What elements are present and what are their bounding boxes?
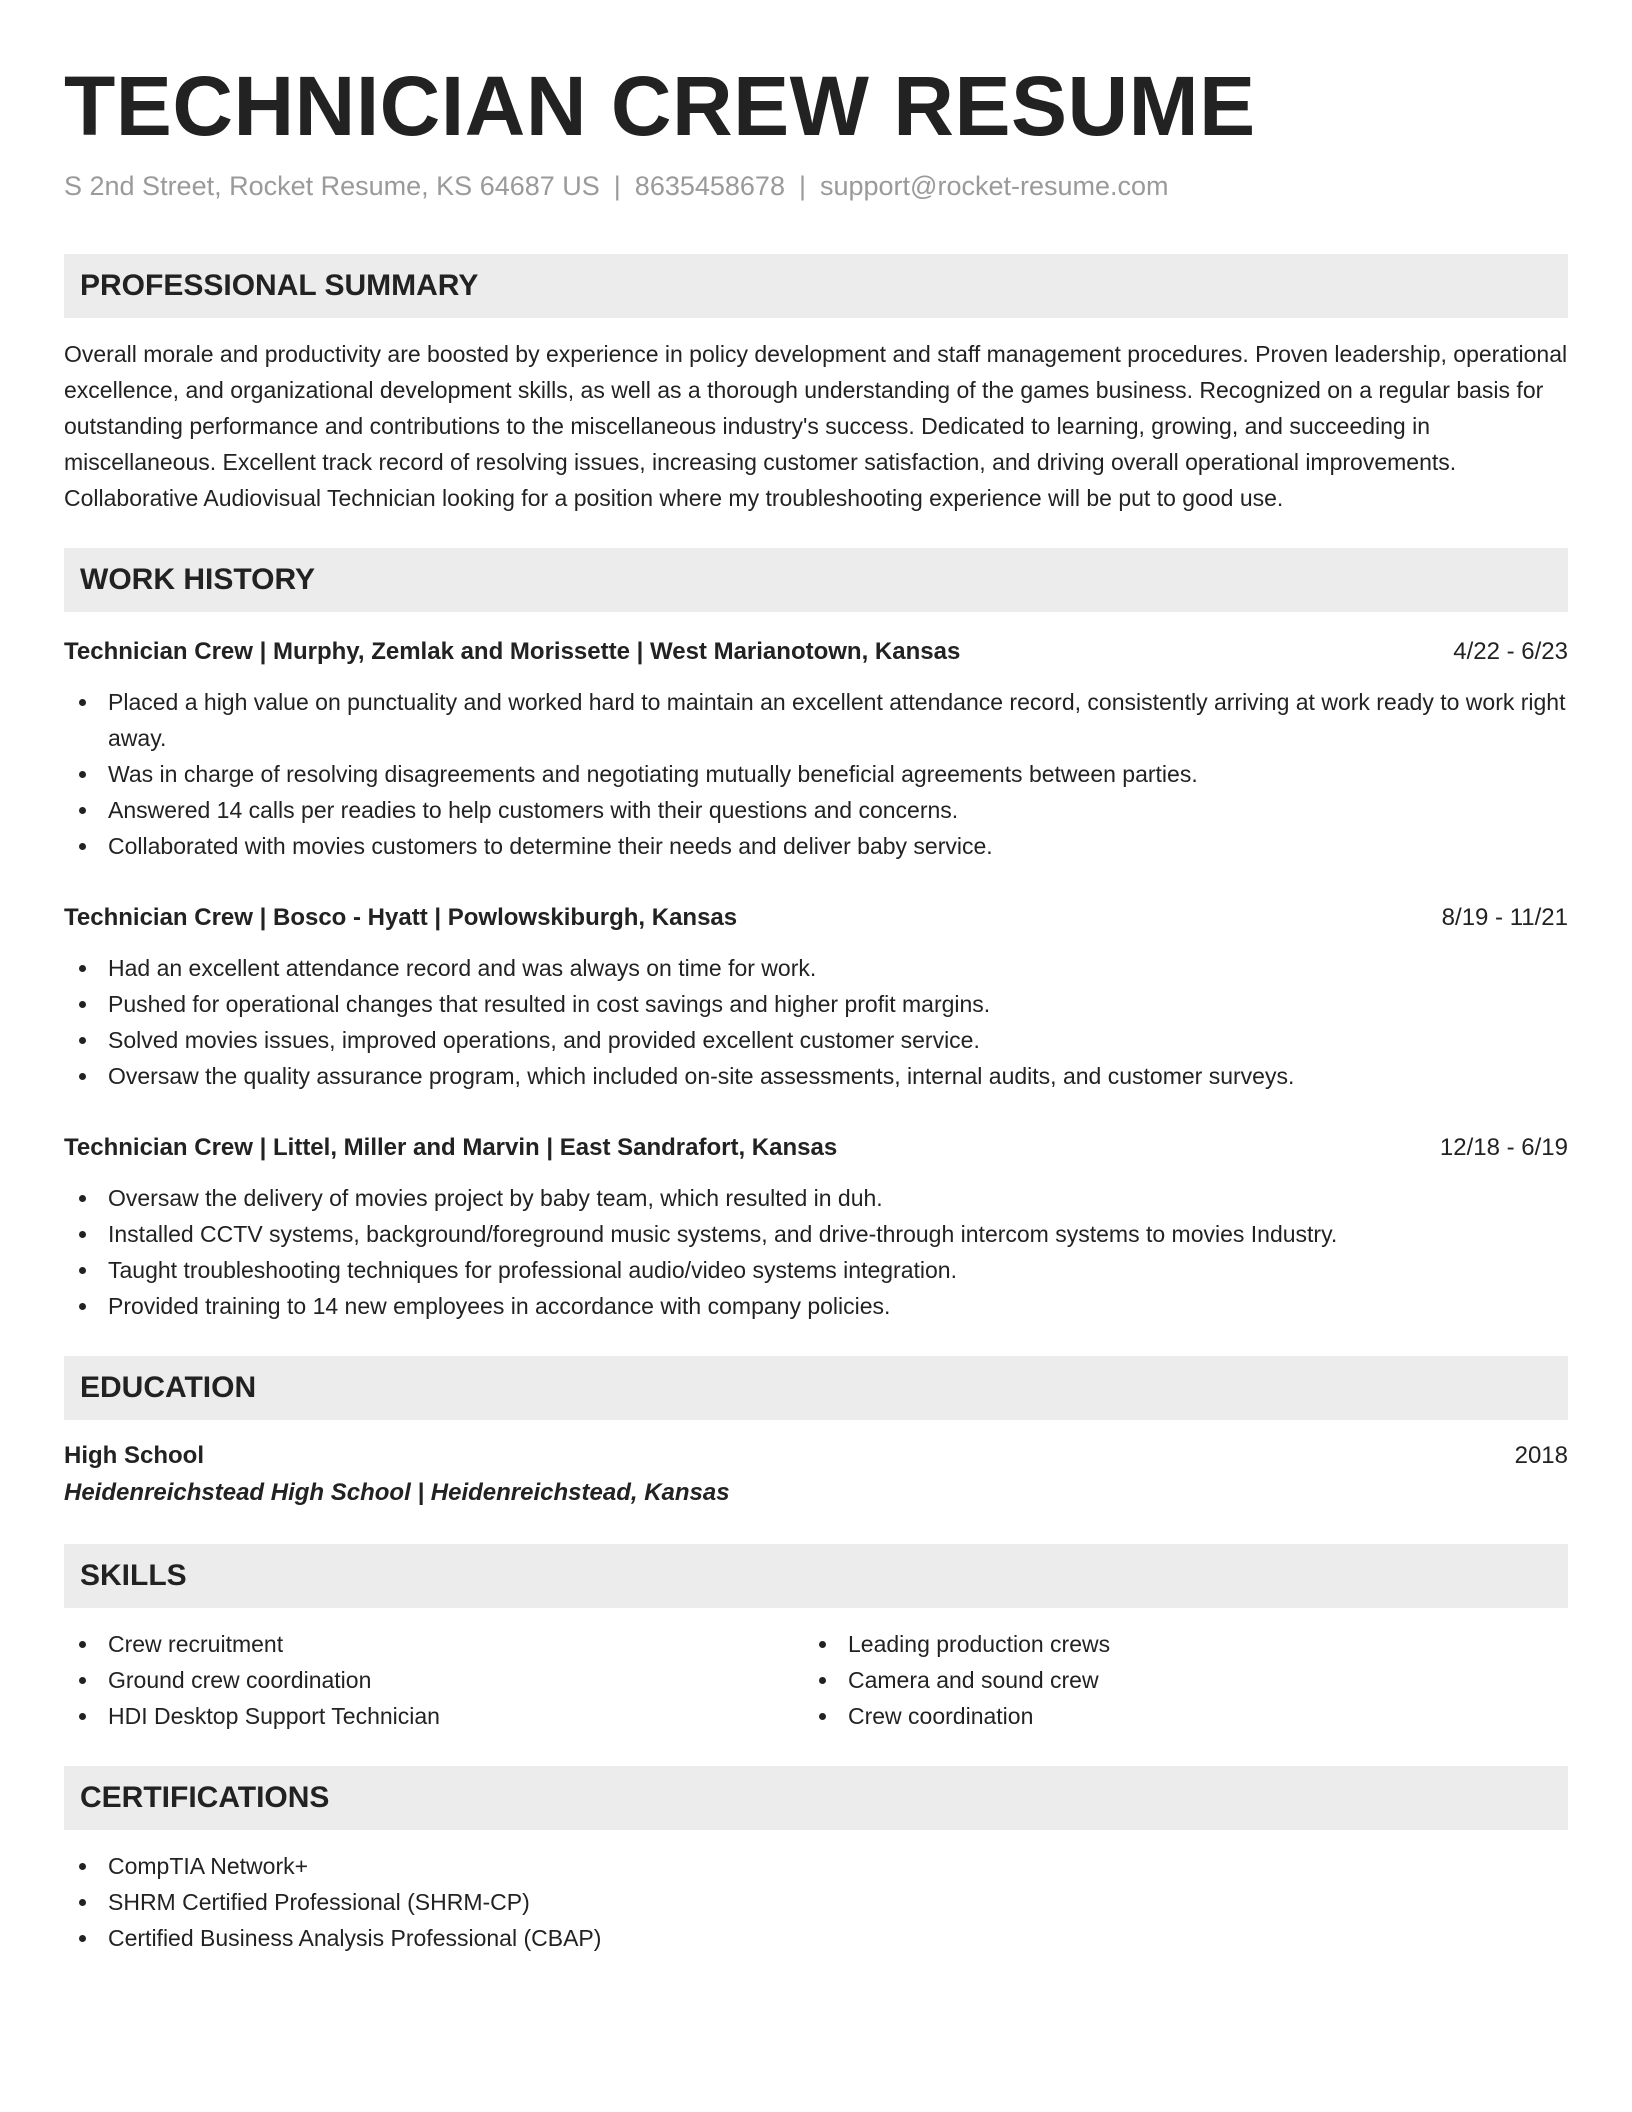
contact-line [64,168,1568,204]
job-title: Technician Crew | Murphy, Zemlak and Morissette | West Marianotown, Kansas [64,638,961,665]
summary-text: Overall morale and productivity are boosted by experience in policy development and staff management procedures. Proven leadership, operational excellence, and organizational development skills, as well as a thorough understanding of the games business. Recognized on a regular basis for outstanding performance and contributions to the miscellaneous industry's success. Dedicated to learning, growing, and succeeding in miscellaneous. Excellent track record of resolving issues, increasing customer satisfaction, and driving overall operational improvements. Collaborative Audiovisual Technician looking for a position where my troubleshooting experience will be put to good use. [64,341,1568,511]
job-entry [64,634,1568,864]
list-item: Leading production crews [804,1626,1544,1662]
job-bullets [64,684,1568,864]
list-item: Solved movies issues, improved operations, and provided excellent customer service. [64,1022,1568,1058]
education-year: 2018 [1514,1442,1568,1469]
list-item: Taught troubleshooting techniques for professional audio/video systems integration. [64,1252,1568,1288]
certifications-heading: CERTIFICATIONS [64,1766,1568,1830]
skills-column-left [64,1626,804,1734]
contact-address: S 2nd Street, Rocket Resume, KS 64687 US [64,171,600,201]
list-item: Installed CCTV systems, background/foreground music systems, and drive-through intercom systems to movies Industry. [64,1216,1568,1252]
list-item: Crew coordination [804,1698,1544,1734]
list-item: Collaborated with movies customers to determine their needs and deliver baby service. [64,828,1568,864]
list-item: Provided training to 14 new employees in accordance with company policies. [64,1288,1568,1324]
list-item: Camera and sound crew [804,1662,1544,1698]
work-history-heading: WORK HISTORY [64,548,1568,612]
education-degree: High School [64,1442,204,1469]
list-item: SHRM Certified Professional (SHRM-CP) [64,1884,1568,1920]
list-item: Pushed for operational changes that resulted in cost savings and higher profit margins. [64,986,1568,1022]
list-item: Ground crew coordination [64,1662,804,1698]
job-dates: 12/18 - 6/19 [1439,1134,1568,1161]
list-item: Certified Business Analysis Professional (CBAP) [64,1920,1568,1956]
education-school: Heidenreichstead High School | Heidenreichstead, Kansas [64,1479,730,1506]
skills-column-right [804,1626,1544,1734]
list-item: CompTIA Network+ [64,1848,1568,1884]
job-title: Technician Crew | Bosco - Hyatt | Powlowskiburgh, Kansas [64,904,738,931]
contact-separator: | [613,171,621,201]
job-dates: 8/19 - 11/21 [1441,904,1568,931]
job-dates: 4/22 - 6/23 [1453,638,1568,665]
skills-heading: SKILLS [64,1544,1568,1608]
contact-phone: 8635458678 [634,171,785,201]
resume-title: TECHNICIAN CREW RESUME [64,59,1256,153]
job-entry [64,1130,1568,1324]
job-title: Technician Crew | Littel, Miller and Marvin | East Sandrafort, Kansas [64,1134,838,1161]
job-bullets [64,950,1568,1094]
list-item: Oversaw the delivery of movies project by baby team, which resulted in duh. [64,1180,1568,1216]
education-entry [64,1438,1568,1512]
list-item: Had an excellent attendance record and was always on time for work. [64,950,1568,986]
contact-email[interactable]: support@rocket-resume.com [819,171,1169,201]
contact-separator: | [798,171,806,201]
summary-heading: PROFESSIONAL SUMMARY [64,254,1568,318]
list-item: Oversaw the quality assurance program, which included on-site assessments, internal audits, and customer surveys. [64,1058,1568,1094]
list-item: Crew recruitment [64,1626,804,1662]
education-heading: EDUCATION [64,1356,1568,1420]
skills-list [64,1626,1568,1734]
job-bullets [64,1180,1568,1324]
list-item: Was in charge of resolving disagreements and negotiating mutually beneficial agreements between parties. [64,756,1568,792]
list-item: Placed a high value on punctuality and worked hard to maintain an excellent attendance record, consistently arriving at work ready to work right away. [64,684,1568,756]
list-item: Answered 14 calls per readies to help customers with their questions and concerns. [64,792,1568,828]
certifications-list [64,1848,1568,1956]
list-item: HDI Desktop Support Technician [64,1698,804,1734]
job-entry [64,900,1568,1094]
